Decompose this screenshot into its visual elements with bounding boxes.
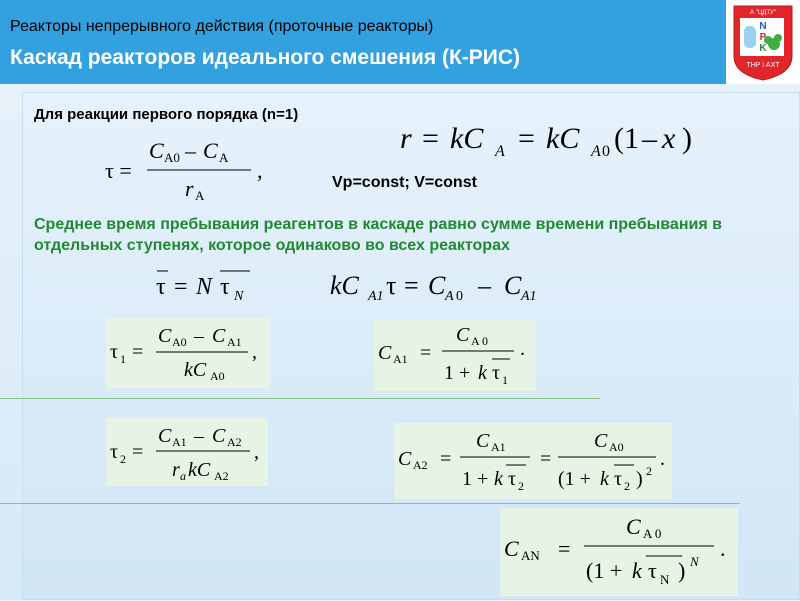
svg-text:a: a [180,469,186,483]
tau-sum-equation [154,264,264,304]
svg-text:kC: kC [188,459,211,481]
svg-text:A: A [219,150,229,165]
svg-text:r: r [172,459,180,481]
svg-text:ТНР і АХТ: ТНР і АХТ [746,62,780,69]
svg-text:kC: kC [546,122,580,155]
svg-text:τ: τ [648,558,657,583]
can-box [500,508,738,596]
svg-text:1 +: 1 + [444,362,471,384]
svg-text:.: . [660,448,665,470]
svg-text:1: 1 [120,352,126,366]
svg-text:0: 0 [602,143,610,160]
svg-text:τ: τ [386,271,397,300]
svg-text:P: P [759,32,767,43]
svg-text:C: C [626,514,641,539]
svg-text:C: C [203,138,218,163]
svg-text:2: 2 [518,479,524,493]
svg-text:A1: A1 [393,352,408,366]
svg-text:C: C [158,325,172,347]
svg-text:τ =: τ = [105,158,132,183]
tau-equation [105,130,285,210]
svg-text:,: , [254,441,259,463]
svg-text:C: C [378,342,392,364]
svg-text:.: . [520,338,525,360]
balance-equation [330,266,560,306]
svg-text:–: – [478,271,491,300]
svg-text:): ) [636,468,643,490]
svg-text:=: = [420,342,432,364]
svg-text:τ: τ [508,468,517,490]
svg-text:A1: A1 [491,440,506,454]
svg-text:A1: A1 [521,289,537,304]
slide-header [0,0,726,84]
tau1-box [106,318,270,388]
svg-text:AN: AN [521,548,540,563]
svg-text:A: A [195,188,205,203]
logo [726,0,800,84]
logo-emblem-icon [726,0,800,84]
ca1-equation [374,319,536,391]
svg-text:.: . [720,536,726,561]
svg-text:=: = [422,122,439,155]
svg-text:τ: τ [492,362,501,384]
ca1-box [374,319,536,391]
divider-line [0,398,600,399]
svg-text:=: = [440,448,452,470]
svg-text:A: A [445,289,454,304]
svg-text:A0: A0 [172,335,187,349]
divider-line [0,503,740,504]
svg-text:=: = [404,271,419,300]
svg-text:=: = [540,448,552,470]
svg-text:τ: τ [110,341,119,363]
svg-text:C: C [594,430,608,452]
svg-text:): ) [682,122,692,155]
svg-text:A 0: A 0 [643,526,662,541]
svg-text:A: A [495,143,505,160]
svg-text:A2: A2 [413,458,428,472]
first-order-label: Для реакции первого порядка (n=1) [34,106,299,123]
svg-text:C: C [476,430,490,452]
can-equation [500,508,738,596]
svg-text:): ) [678,558,686,583]
svg-text:kC: kC [184,359,207,381]
svg-text:A2: A2 [227,435,242,449]
svg-text:N: N [196,274,213,300]
svg-text:A1: A1 [227,335,242,349]
svg-text:k: k [600,468,609,490]
svg-text:,: , [252,341,257,363]
svg-text:A 0: A 0 [471,334,489,348]
svg-text:C: C [158,425,172,447]
svg-text:kC: kC [330,271,359,300]
svg-text:=: = [132,441,144,463]
svg-text:kC: kC [450,122,484,155]
svg-text:A2: A2 [214,469,229,483]
header-title: Каскад реакторов идеального смешения (К-РИС) [10,46,521,69]
svg-text:A0: A0 [164,150,180,165]
svg-text:0: 0 [456,289,463,304]
svg-text:C: C [212,425,226,447]
avg-time-text: Среднее время пребывания реагентов в каскаде равно сумме времени пребывания в отдельных ступенях, которое одинаково во всех реакторах [34,216,722,254]
tau2-box [106,418,268,486]
svg-text:(1 +: (1 + [586,558,623,583]
rate-equation [400,112,700,162]
svg-text:k: k [478,362,487,384]
svg-text:–: – [194,325,204,347]
svg-text:C: C [212,325,226,347]
svg-text:C: C [456,324,470,346]
svg-text:–: – [185,138,196,163]
svg-text:=: = [132,341,144,363]
svg-text:(1 +: (1 + [558,468,591,490]
ca2-equation [394,423,672,499]
svg-text:A0: A0 [210,369,225,383]
svg-text:N: N [759,21,767,32]
svg-text:,: , [257,158,263,183]
svg-text:K: K [759,43,767,54]
svg-text:C: C [398,448,412,470]
svg-text:τ: τ [614,468,623,490]
svg-text:=: = [174,274,188,300]
svg-text:A1: A1 [172,435,187,449]
const-text: Vp=const; V=const [332,174,477,191]
svg-text:C: C [428,271,446,300]
svg-text:1: 1 [502,373,508,387]
svg-text:r: r [185,176,194,201]
svg-text:τ: τ [220,274,230,300]
svg-text:–: – [194,425,204,447]
svg-text:N: N [660,572,670,587]
svg-text:A0: A0 [609,440,624,454]
svg-text:N: N [234,289,244,304]
svg-text:2: 2 [646,464,652,478]
svg-text:C: C [149,138,164,163]
svg-text:2: 2 [624,479,630,493]
svg-text:=: = [558,536,571,561]
svg-text:k: k [632,558,642,583]
svg-text:r: r [400,122,412,155]
svg-text:2: 2 [120,452,126,466]
header-subtitle: Реакторы непрерывного действия (проточные реакторы) [10,18,434,35]
svg-text:–: – [642,122,657,155]
svg-text:k: k [494,468,503,490]
svg-text:A1: A1 [368,289,384,304]
svg-text:τ: τ [110,441,119,463]
ca2-box [394,423,672,499]
svg-text:A: A [591,143,601,160]
svg-text:x: x [662,122,676,155]
tau2-equation [106,418,268,486]
svg-text:τ: τ [156,274,166,300]
tau1-equation [106,318,270,388]
svg-text:C: C [504,536,519,561]
svg-text:C: C [504,271,522,300]
svg-text:(1: (1 [614,122,639,155]
svg-text:=: = [518,122,535,155]
svg-text:N: N [690,554,699,569]
svg-text:1 +: 1 + [462,468,489,490]
svg-text:А "ЦДТУ": А "ЦДТУ" [750,10,776,16]
